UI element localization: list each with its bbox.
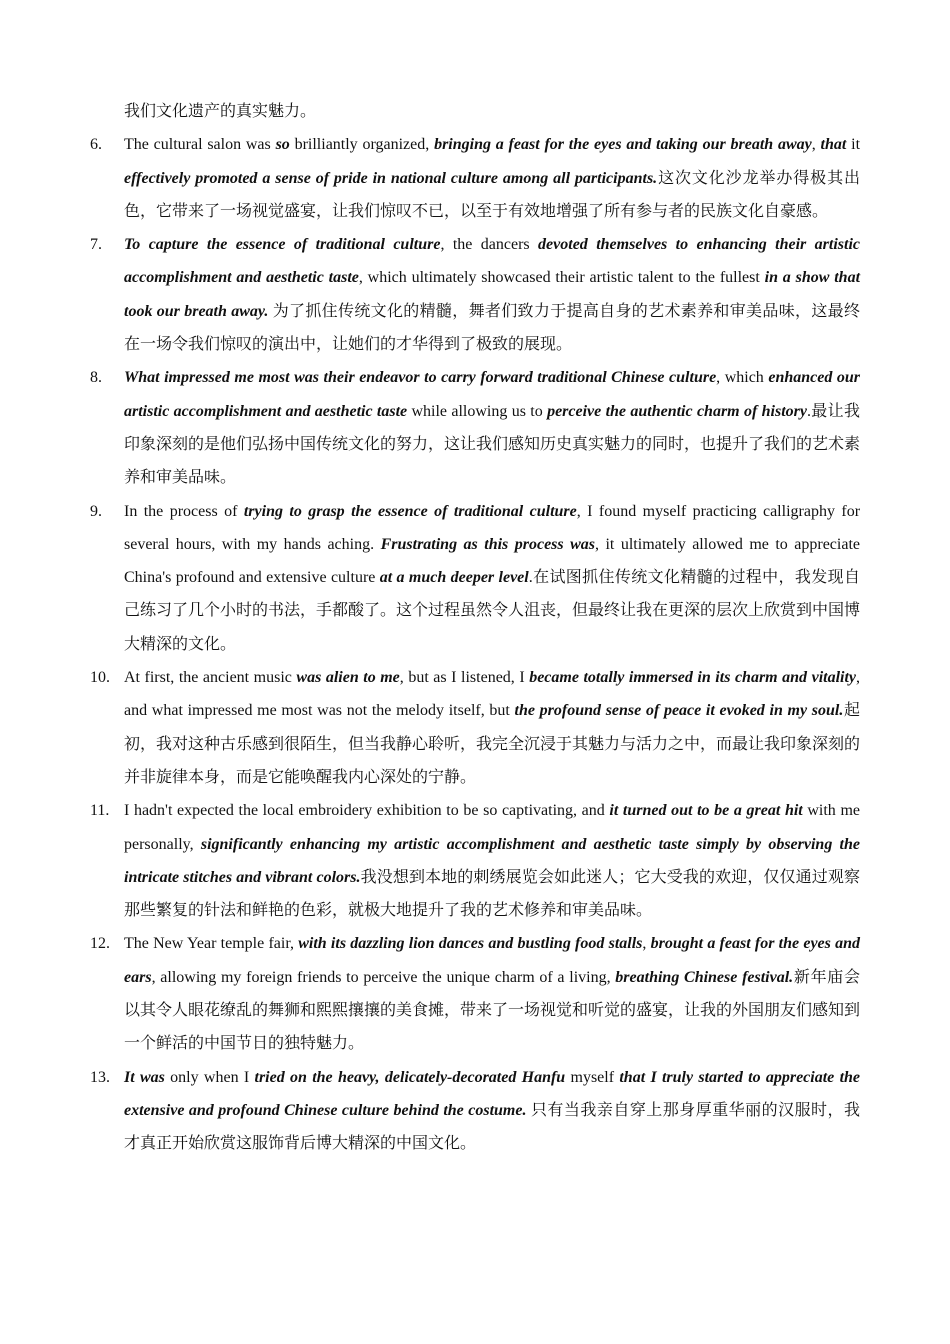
text-run: it	[846, 136, 861, 154]
item-text	[124, 495, 860, 661]
emphasized-phrase: It was	[124, 1068, 165, 1086]
emphasized-phrase: so	[275, 136, 290, 154]
emphasized-phrase: brought a feast for the eyes and ears	[124, 935, 861, 986]
text-run: 起初，我对这种古乐感到很陌生，但当我静心聆听，我完全沉浸于其魅力与活力之中，而最让我印象深刻的并非旋律本身，而是它能唤醒我内心深处的宁静。	[124, 702, 861, 786]
list-item	[90, 794, 860, 927]
item-number: 13.	[90, 1068, 110, 1086]
text-run: , which	[716, 369, 769, 387]
emphasized-phrase: enhanced our artistic accomplishment and aesthetic taste	[124, 369, 860, 420]
text-run: The cultural salon was	[124, 136, 276, 154]
emphasized-phrase: it turned out to be a great hit	[609, 802, 803, 820]
emphasized-phrase: at a much deeper level	[379, 569, 529, 587]
emphasized-phrase: the profound sense of peace it evoked in my soul.	[514, 702, 844, 720]
item-number: 7.	[90, 236, 102, 254]
intro-line: 我们文化遗产的真实魅力。	[124, 103, 317, 120]
text-run: , but as I listened, I	[399, 669, 530, 687]
text-run: , allowing my foreign friends to perceive the unique charm of a living,	[151, 968, 616, 986]
emphasized-phrase: that	[820, 136, 847, 154]
emphasized-phrase: trying to grasp the essence of traditional culture	[243, 502, 577, 520]
text-run: while allowing us to	[407, 402, 548, 420]
emphasized-phrase: Frustrating as this process was	[380, 535, 596, 553]
text-run: 只有当我亲自穿上那身厚重华丽的汉服时，我才真正开始欣赏这服饰背后博大精深的中国文化。	[124, 1101, 860, 1153]
text-run: 新年庙会以其令人眼花缭乱的舞狮和熙熙攘攘的美食摊，带来了一场视觉和听觉的盛宴，让我的外国朋友们感知到一个鲜活的中国节日的独特魅力。	[124, 968, 861, 1053]
numbered-list	[90, 128, 860, 1160]
text-run: , it ultimately allowed me to appreciate China's profound and extensive culture	[124, 535, 861, 587]
text-run: , I found myself practicing calligraphy for several hours, with my hands aching.	[124, 502, 861, 553]
text-run: At first, the ancient music	[124, 669, 297, 687]
item-number: 11.	[90, 802, 110, 820]
item-text	[124, 661, 860, 794]
item-text	[124, 794, 860, 927]
list-item	[90, 128, 860, 228]
item-number: 10.	[90, 669, 110, 687]
text-run: In the process of	[124, 502, 244, 520]
text-run: .在试图抓住传统文化精髓的过程中，我发现自己练习了几个小时的书法，手都酸了。这个过程虽然令人沮丧，但最终让我在更深的层次上欣赏到中国博大精深的文化。	[124, 569, 861, 653]
item-number: 12.	[90, 935, 110, 953]
text-run: .最让我印象深刻的是他们弘扬中国传统文化的努力，这让我们感知历史真实魅力的同时，也提升了我们的艺术素养和审美品味。	[124, 402, 861, 487]
item-number: 9.	[90, 502, 102, 520]
list-item	[90, 927, 860, 1060]
emphasized-phrase: tried on the heavy, delicately-decorated Hanfu	[254, 1068, 566, 1086]
item-number: 6.	[90, 136, 102, 154]
emphasized-phrase: in a show that took our breath away.	[124, 269, 861, 320]
text-run: I hadn't expected the local embroidery exhibition to be so captivating, and	[124, 802, 610, 820]
emphasized-phrase: devoted themselves to enhancing their artistic accomplishment and aesthetic taste	[124, 236, 861, 287]
text-run: , and what impressed me most was not the melody itself, but	[124, 669, 861, 720]
emphasized-phrase: effectively promoted a sense of pride in national culture among all participants.	[124, 169, 658, 187]
emphasized-phrase: was alien to me	[296, 669, 400, 687]
text-run: only when I	[164, 1068, 255, 1086]
item-text	[124, 1061, 860, 1161]
text-run: The New Year temple fair,	[124, 935, 299, 953]
emphasized-phrase: significantly enhancing my artistic accomplishment and aesthetic taste simply by observing the intricate stitches and vibrant colors.	[124, 835, 861, 886]
text-run: myself	[565, 1068, 620, 1086]
emphasized-phrase: became totally immersed in its charm and vitality	[529, 669, 857, 687]
emphasized-phrase: What impressed me most was their endeavor to carry forward traditional Chinese culture	[124, 369, 717, 387]
item-text	[124, 361, 860, 494]
document-body	[90, 95, 860, 1161]
text-run: 这次文化沙龙举办得极其出色，它带来了一场视觉盛宴，让我们惊叹不已，以至于有效地增强了所有参与者的民族文化自豪感。	[124, 169, 860, 220]
emphasized-phrase: with its dazzling lion dances and bustling food stalls	[298, 935, 643, 953]
list-item	[90, 228, 860, 361]
list-item	[90, 1061, 860, 1161]
item-text	[124, 128, 860, 228]
text-run: ,	[642, 935, 651, 953]
list-item	[90, 361, 860, 494]
text-run: , which ultimately showcased their artistic talent to the fullest	[358, 269, 765, 287]
item-text	[124, 228, 860, 361]
emphasized-phrase: bringing a feast for the eyes and taking our breath away	[434, 136, 812, 154]
item-number: 8.	[90, 369, 102, 387]
list-item	[90, 661, 860, 794]
text-run: 为了抓住传统文化的精髓，舞者们致力于提高自身的艺术素养和审美品味，这最终在一场令我们惊叹的演出中，让她们的才华得到了极致的展现。	[124, 302, 860, 354]
list-item	[90, 495, 860, 661]
emphasized-phrase: that I truly started to appreciate the extensive and profound Chinese culture behind the costume.	[124, 1068, 861, 1119]
text-run: with me personally,	[124, 802, 860, 853]
item-text	[124, 927, 860, 1060]
text-run: , the dancers	[440, 236, 539, 254]
text-run: ,	[811, 136, 821, 154]
emphasized-phrase: perceive the authentic charm of history	[547, 402, 807, 420]
text-run: 我没想到本地的刺绣展览会如此迷人；它大受我的欢迎，仅仅通过观察那些繁复的针法和鲜艳的色彩，就极大地提升了我的艺术修养和审美品味。	[124, 868, 861, 920]
emphasized-phrase: breathing Chinese festival.	[615, 968, 794, 986]
text-run: brilliantly organized,	[289, 136, 435, 154]
emphasized-phrase: To capture the essence of traditional culture	[124, 236, 441, 254]
